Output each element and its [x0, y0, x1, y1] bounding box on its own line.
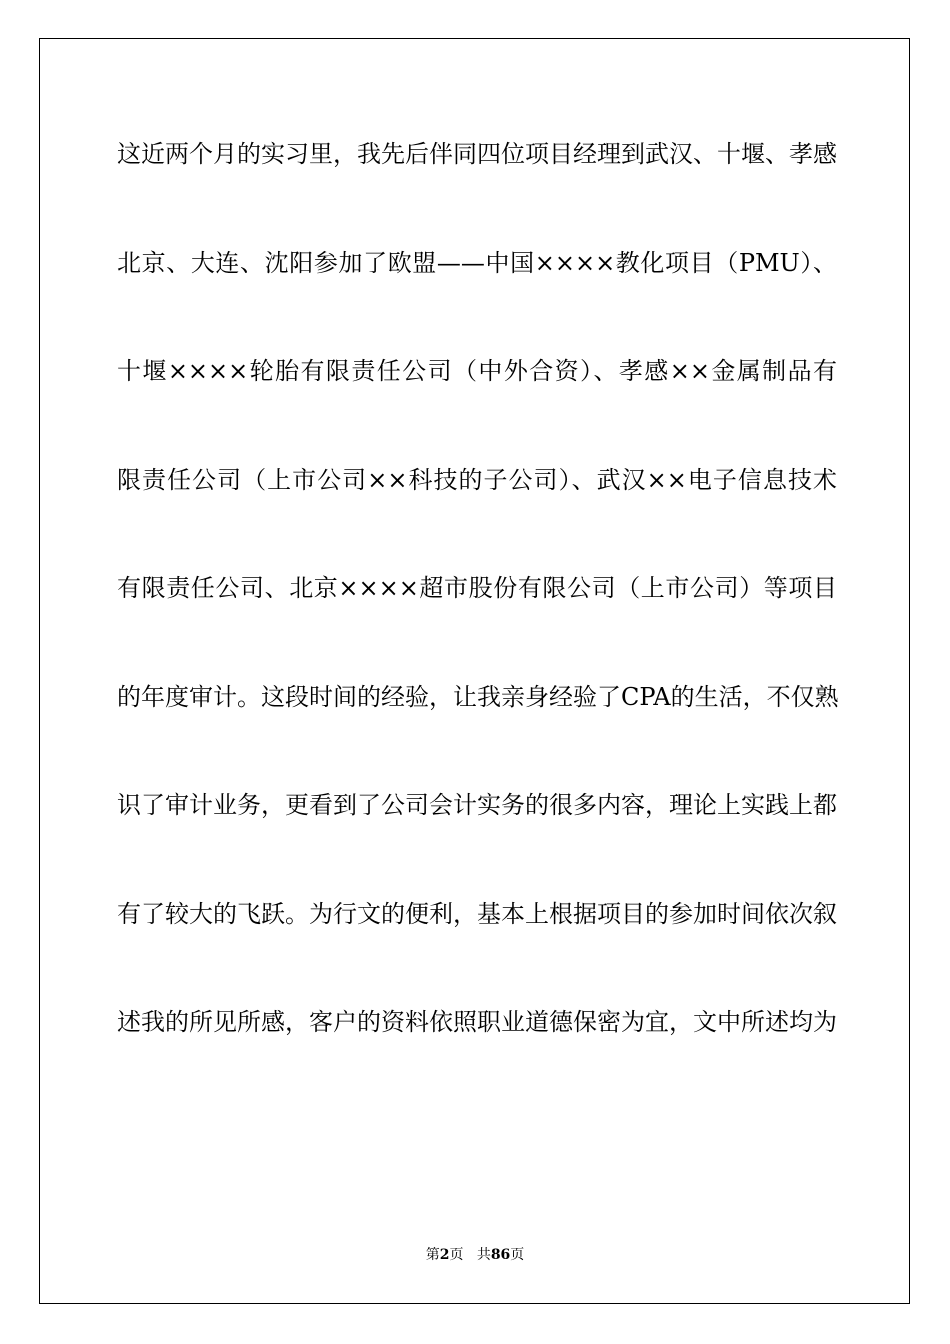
- text-line-9: 述我的所见所感，客户的资料依照职业道德保密为宜，文中所述均为: [117, 1008, 837, 1036]
- total-pages-number: 86: [490, 1247, 511, 1263]
- footer-page-suffix: 页: [449, 1247, 464, 1263]
- text-line-7: 识了审计业务，更看到了公司会计实务的很多内容，理论上实践上都: [117, 791, 837, 819]
- text-line-8: 有了较大的飞跃。为行文的便利，基本上根据项目的参加时间依次叙: [117, 899, 837, 928]
- text-line-5: 有限责任公司、北京××××超市股份有限公司（上市公司）等项目: [117, 574, 837, 602]
- footer-total-suffix: 页: [510, 1247, 525, 1263]
- footer-separator: [463, 1247, 476, 1263]
- text-line-4: 限责任公司（上市公司××科技的子公司）、武汉××电子信息技术: [117, 465, 837, 494]
- current-page-number: 2: [439, 1247, 450, 1263]
- text-line-1: 这近两个月的实习里，我先后伴同四位项目经理到武汉、十堰、孝感: [117, 140, 837, 168]
- page-footer: [0, 1244, 950, 1264]
- text-line-3: 十堰××××轮胎有限责任公司（中外合资）、孝感××金属制品有: [117, 357, 837, 385]
- text-line-2: 北京、大连、沈阳参加了欧盟——中国××××教化项目（PMU）、: [117, 248, 837, 277]
- footer-prefix: 第: [425, 1247, 440, 1263]
- text-line-6: 的年度审计。这段时间的经验，让我亲身经验了CPA的生活，不仅熟: [117, 682, 839, 711]
- body-text: [117, 125, 837, 1102]
- footer-total-prefix: 共: [476, 1247, 491, 1263]
